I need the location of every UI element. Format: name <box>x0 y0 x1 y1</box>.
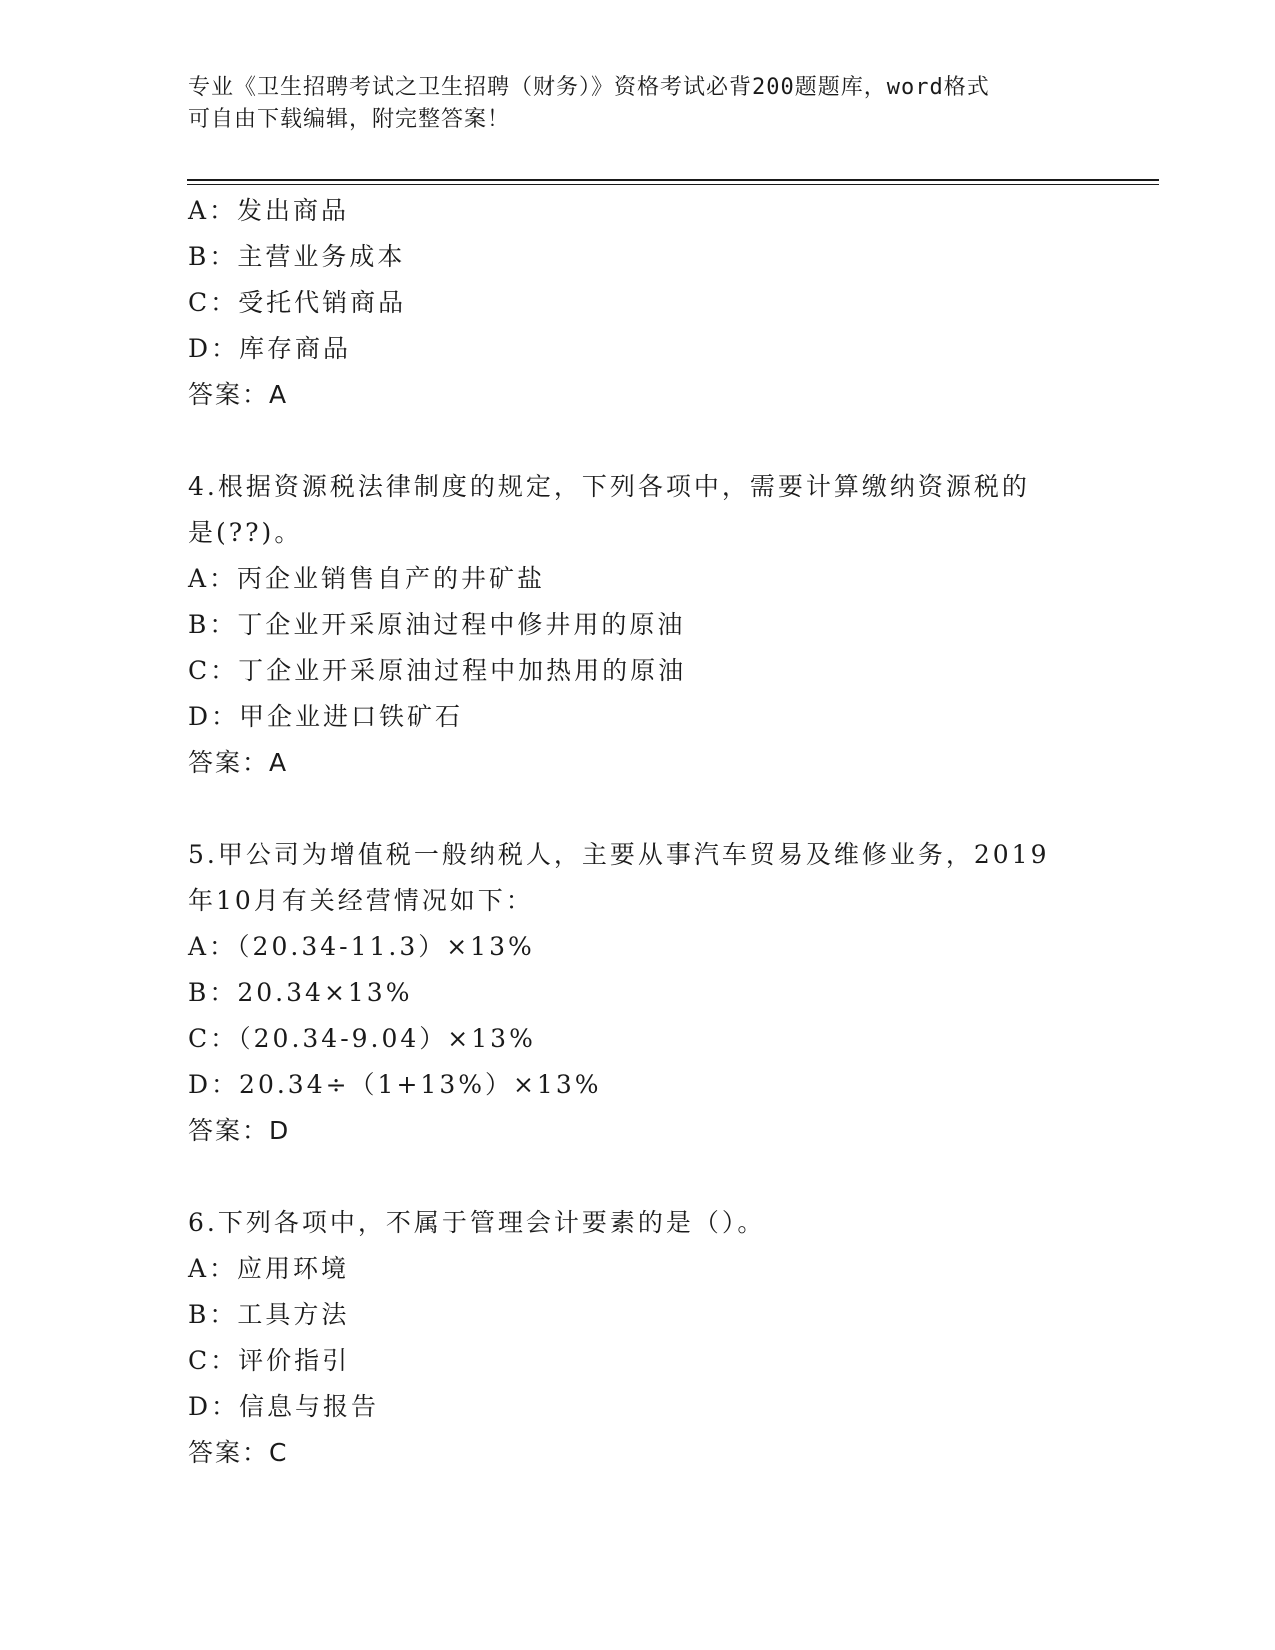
option-c: C：受托代销商品 <box>188 288 407 317</box>
option-a: A：发出商品 <box>188 196 350 225</box>
option-d: D：甲企业进口铁矿石 <box>188 702 464 731</box>
option-b: B：20.34×13% <box>188 978 413 1007</box>
question-text-line-1: 4.根据资源税法律制度的规定，下列各项中，需要计算缴纳资源税的 <box>188 472 1030 501</box>
question-text-line-2: 年10月有关经营情况如下： <box>188 886 534 915</box>
header-rule-thin <box>187 184 1159 185</box>
answer: 答案：C <box>188 1438 289 1467</box>
question-4 <box>188 464 1068 786</box>
option-d: D：20.34÷（1+13%）×13% <box>188 1070 602 1099</box>
option-c: C：评价指引 <box>188 1346 351 1375</box>
option-a: A：（20.34-11.3）×13% <box>188 932 535 961</box>
answer: 答案：D <box>188 1116 291 1145</box>
option-c: C：丁企业开采原油过程中加热用的原油 <box>188 656 687 685</box>
answer: 答案：A <box>188 748 289 777</box>
option-d: D：库存商品 <box>188 334 352 363</box>
header-line-2: 可自由下载编辑，附完整答案！ <box>188 107 511 132</box>
option-b: B：工具方法 <box>188 1300 350 1329</box>
option-a: A：丙企业销售自产的井矿盐 <box>188 564 546 593</box>
option-c: C：（20.34-9.04）×13% <box>188 1024 536 1053</box>
question-text-line-2: 是(??)。 <box>188 518 303 547</box>
option-b: B：丁企业开采原油过程中修井用的原油 <box>188 610 686 639</box>
question-list <box>188 188 1068 1476</box>
question-5 <box>188 832 1068 1154</box>
option-b: B：主营业务成本 <box>188 242 406 271</box>
question-6 <box>188 1200 1068 1476</box>
option-a: A：应用环境 <box>188 1254 350 1283</box>
answer: 答案：A <box>188 380 289 409</box>
spacer <box>188 786 1068 832</box>
header-line-1: 专业《卫生招聘考试之卫生招聘（财务）》资格考试必背200题题库，word格式 <box>188 75 990 100</box>
question-text-line-1: 5.甲公司为增值税一般纳税人，主要从事汽车贸易及维修业务，2019 <box>188 840 1050 869</box>
spacer <box>188 418 1068 464</box>
spacer <box>188 1154 1068 1200</box>
header-rule-thick <box>187 179 1159 181</box>
document-header <box>188 72 1088 136</box>
question-text-line-1: 6.下列各项中，不属于管理会计要素的是（）。 <box>188 1208 766 1237</box>
option-d: D：信息与报告 <box>188 1392 380 1421</box>
question-3 <box>188 188 1068 418</box>
